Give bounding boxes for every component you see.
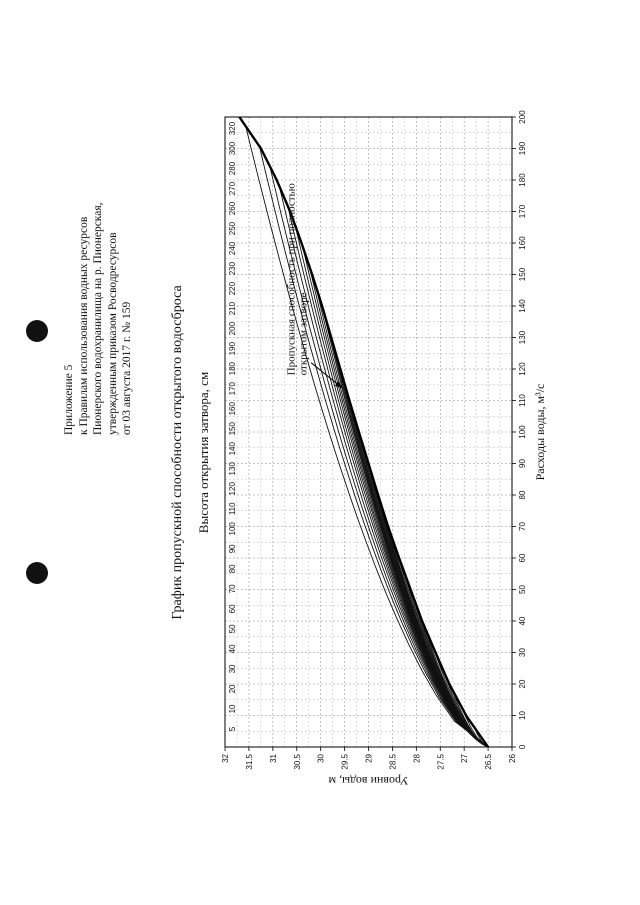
x-tick-label: 80	[518, 490, 527, 500]
appendix-line-5: от 03 августа 2017 г. № 159	[121, 301, 133, 435]
y-tick-label: 26.5	[484, 754, 494, 770]
x-tick-label: 100	[518, 425, 527, 439]
opening-label: 120	[228, 482, 237, 496]
opening-label: 30	[228, 664, 237, 674]
opening-label: 100	[228, 522, 237, 536]
y-tick-label: 29.5	[340, 754, 350, 770]
opening-label: 250	[228, 221, 237, 236]
x-tick-label: 130	[518, 330, 527, 345]
opening-label: 130	[228, 462, 237, 476]
opening-curve-190	[334, 347, 488, 747]
opening-label: 200	[228, 321, 237, 336]
x-tick-label: 50	[518, 585, 527, 594]
plot-frame	[225, 117, 512, 747]
opening-label: 90	[228, 544, 237, 554]
x-tick-label: 170	[518, 204, 527, 219]
opening-curve-130	[370, 467, 489, 747]
y-tick-label: 32	[221, 754, 230, 763]
chart-title: График пропускной способности открытого водосброса	[170, 285, 185, 620]
opening-label: 210	[228, 301, 237, 316]
opening-curve-140	[363, 447, 488, 747]
x-axis-label: Расходы воды, м³/с	[533, 383, 547, 481]
x-tick-label: 60	[518, 553, 527, 563]
x-tick-label: 120	[518, 362, 527, 376]
opening-label: 5	[228, 726, 237, 732]
opening-curves	[246, 127, 488, 748]
y-tick-label: 31.5	[244, 754, 254, 770]
y-tick-label: 30	[316, 754, 326, 763]
opening-curve-90	[395, 547, 488, 747]
opening-label: 230	[228, 261, 237, 276]
x-tick-label: 180	[518, 173, 527, 187]
y-tick-label: 31	[268, 754, 278, 763]
y-tick-label: 29	[364, 754, 374, 763]
opening-curve-180	[340, 367, 489, 747]
opening-curve-230	[309, 267, 488, 747]
annotation-line-2: открытом затворе	[297, 292, 310, 376]
appendix-line-2: к Правилам использования водных ресурсов	[77, 216, 90, 435]
opening-label: 40	[228, 644, 237, 654]
x-tick-label: 110	[518, 394, 527, 407]
opening-curve-220	[316, 287, 488, 747]
opening-curve-280	[270, 167, 488, 748]
opening-label: 70	[228, 584, 237, 594]
opening-label: 170	[228, 382, 237, 396]
opening-label: 160	[228, 402, 237, 416]
opening-label: 270	[228, 181, 237, 196]
opening-curve-110	[382, 507, 488, 747]
opening-label: 20	[228, 684, 237, 694]
y-axis-label: Уровни воды, м	[328, 774, 409, 788]
opening-curve-210	[322, 307, 488, 747]
x-tick-label: 0	[518, 744, 527, 750]
y-axis-ticks	[221, 747, 517, 770]
opening-label: 110	[228, 502, 237, 516]
y-tick-label: 30.5	[292, 754, 302, 770]
opening-curve-170	[345, 387, 488, 747]
opening-label: 50	[228, 624, 237, 634]
opening-curve-150	[357, 427, 488, 747]
y-tick-label: 27.5	[436, 754, 446, 770]
y-tick-label: 26	[508, 754, 517, 763]
x-tick-label: 20	[518, 679, 527, 689]
annotation-line-1: Пропускная способность при полностью	[285, 183, 298, 376]
opening-label: 240	[228, 241, 237, 256]
opening-label: 180	[228, 361, 237, 376]
opening-curve-260	[288, 207, 488, 748]
opening-label: 80	[228, 564, 237, 574]
grid-lines	[225, 117, 512, 747]
x-tick-label: 30	[518, 648, 527, 657]
opening-labels	[228, 121, 237, 731]
opening-label: 150	[228, 422, 237, 436]
x-tick-label: 140	[518, 299, 527, 313]
appendix-line-3: Пионерского водохранилища на р. Пионерская,	[92, 202, 104, 435]
opening-curve-50	[425, 627, 489, 747]
opening-curve-160	[351, 407, 488, 747]
x-tick-label: 200	[518, 110, 527, 124]
y-tick-label: 28	[412, 754, 422, 763]
opening-label: 190	[228, 341, 237, 356]
x-tick-label: 190	[518, 141, 527, 156]
opening-label: 60	[228, 604, 237, 614]
chart-subtitle: Высота открытия затвора, см	[196, 371, 211, 534]
x-tick-label: 70	[518, 522, 527, 531]
opening-label: 10	[228, 704, 237, 714]
appendix-line-4: утвержденным приказом Росводресурсов	[106, 232, 119, 435]
x-tick-label: 90	[518, 459, 527, 468]
x-tick-label: 40	[518, 616, 527, 626]
opening-label: 280	[228, 161, 237, 176]
opening-label: 300	[228, 141, 237, 156]
opening-curve-250	[296, 227, 489, 748]
opening-label: 320	[228, 121, 237, 136]
appendix-line-1: Приложение 5	[63, 364, 75, 435]
opening-label: 220	[228, 281, 237, 296]
opening-label: 260	[228, 201, 237, 216]
x-tick-label: 160	[518, 236, 527, 250]
y-tick-label: 28.5	[388, 754, 398, 770]
x-axis-ticks	[512, 110, 527, 749]
y-tick-label: 27	[460, 754, 470, 763]
x-tick-label: 10	[518, 711, 527, 720]
opening-label: 140	[228, 442, 237, 456]
x-tick-label: 150	[518, 267, 527, 282]
